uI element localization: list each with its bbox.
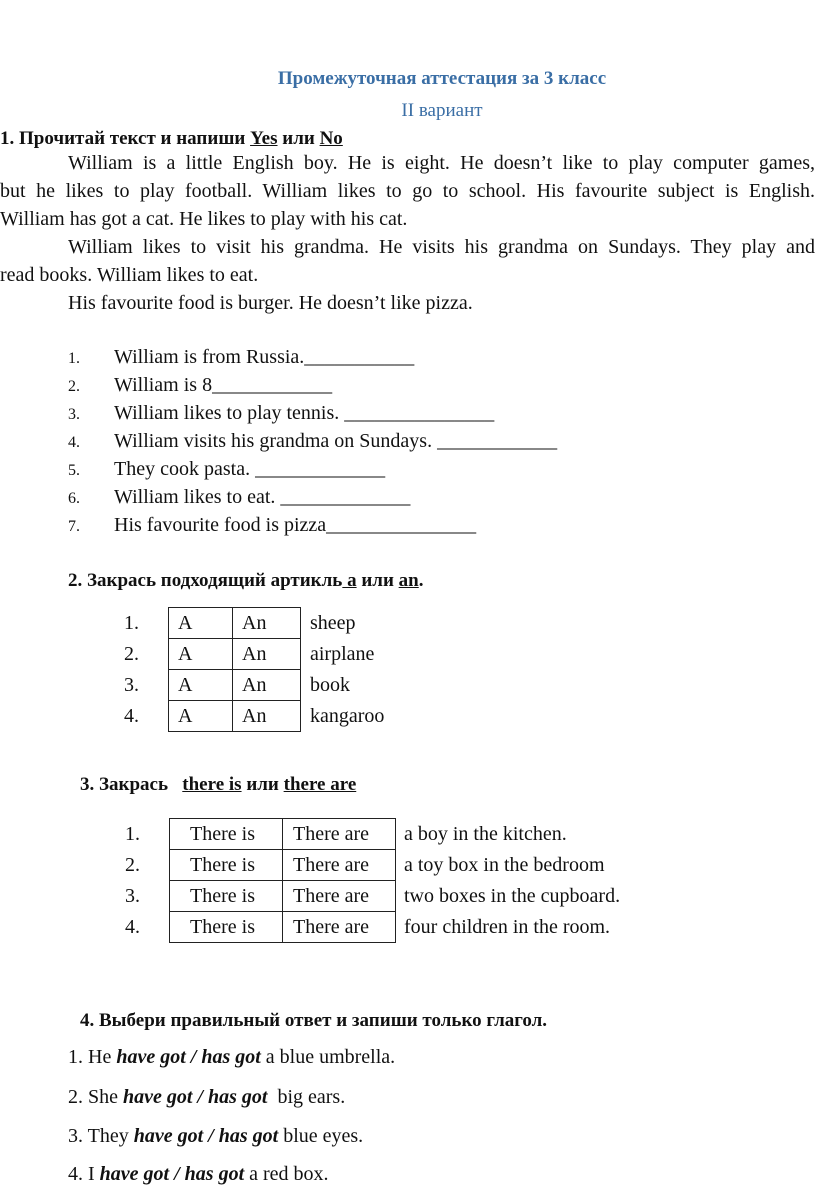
article-table xyxy=(112,607,384,732)
article-a-cell[interactable]: A xyxy=(169,608,233,639)
exercise-line: 2. She have got / has got big ears. xyxy=(68,1086,346,1108)
there-is-cell[interactable]: There is xyxy=(170,819,283,850)
statement: They cook pasta. _____________ xyxy=(114,458,386,480)
item-number: 2. xyxy=(68,378,80,395)
phrase: a toy box in the bedroom xyxy=(404,853,605,876)
row-number: 4. xyxy=(124,704,139,727)
exercise-line: 4. I have got / has got a red box. xyxy=(68,1163,329,1185)
article-an-cell[interactable]: An xyxy=(233,670,301,701)
there-is-cell[interactable]: There is xyxy=(170,881,283,912)
text-line: His favourite food is burger. He doesn’t like pizza. xyxy=(68,292,473,314)
item-number: 5. xyxy=(68,462,80,479)
there-is-cell[interactable]: There is xyxy=(170,912,283,943)
item-number: 7. xyxy=(68,518,80,535)
phrase: four children in the room. xyxy=(404,915,611,938)
noun-word: kangaroo xyxy=(310,704,385,727)
row-number: 2. xyxy=(125,853,140,876)
row-number: 4. xyxy=(125,915,140,938)
variant-label: II вариант xyxy=(401,100,483,121)
table-row xyxy=(112,670,384,701)
text-line: read books. William likes to eat. xyxy=(0,264,259,286)
table-row xyxy=(112,701,384,732)
phrase: a boy in the kitchen. xyxy=(404,822,567,845)
table-row xyxy=(112,819,620,850)
task2-heading: 2. Закрась подходящий артикль a или an. xyxy=(68,570,424,591)
text-line: William is a little English boy. He is eight. He doesn’t like to play computer games, xyxy=(68,152,815,174)
noun-word: book xyxy=(310,673,350,696)
table-row xyxy=(112,639,384,670)
phrase: two boxes in the cupboard. xyxy=(404,884,621,907)
article-an-cell[interactable]: An xyxy=(233,608,301,639)
row-number: 3. xyxy=(124,673,139,696)
article-a-cell[interactable]: A xyxy=(169,639,233,670)
statement: William likes to eat. _____________ xyxy=(114,486,411,508)
there-are-cell[interactable]: There are xyxy=(283,819,396,850)
table-row xyxy=(112,608,384,639)
article-an-cell[interactable]: An xyxy=(233,639,301,670)
there-is-are-table xyxy=(112,818,620,943)
verb-choice: have got / has got xyxy=(116,1046,261,1068)
exercise-line: 1. He have got / has got a blue umbrella. xyxy=(68,1046,396,1068)
table-row xyxy=(112,850,620,881)
statement: William is 8____________ xyxy=(114,374,333,396)
task3-heading: 3. Закрась there is или there are xyxy=(80,774,357,795)
task4-heading: 4. Выбери правильный ответ и запиши только глагол. xyxy=(80,1010,548,1031)
verb-choice: have got / has got xyxy=(99,1163,245,1185)
verb-choice: have got / has got xyxy=(123,1086,268,1108)
item-number: 6. xyxy=(68,490,80,507)
task1-heading: 1. Прочитай текст и напиши Yes или No xyxy=(0,128,343,149)
text-line: but he likes to play football. William likes to go to school. His favourite subject is English. xyxy=(0,180,815,202)
row-number: 3. xyxy=(125,884,140,907)
there-are-cell[interactable]: There are xyxy=(283,912,396,943)
text-line: William likes to visit his grandma. He visits his grandma on Sundays. They play and xyxy=(68,236,815,258)
there-are-cell[interactable]: There are xyxy=(283,850,396,881)
there-are-cell[interactable]: There are xyxy=(283,881,396,912)
text-line: William has got a cat. He likes to play with his cat. xyxy=(0,208,408,230)
item-number: 1. xyxy=(68,350,80,367)
row-number: 2. xyxy=(124,642,139,665)
noun-word: sheep xyxy=(310,611,356,634)
no-word: No xyxy=(319,128,343,149)
page-title: Промежуточная аттестация за 3 класс xyxy=(277,68,607,89)
article-an-cell[interactable]: An xyxy=(233,701,301,732)
statement: William is from Russia.___________ xyxy=(114,346,415,368)
item-number: 3. xyxy=(68,406,80,423)
row-number: 1. xyxy=(125,822,140,845)
exercise-line: 3. They have got / has got blue eyes. xyxy=(68,1125,364,1147)
article-a-cell[interactable]: A xyxy=(169,701,233,732)
statement: His favourite food is pizza_______________ xyxy=(114,514,477,536)
statement: William likes to play tennis. _______________ xyxy=(114,402,495,424)
yes-word: Yes xyxy=(250,128,278,149)
there-is-cell[interactable]: There is xyxy=(170,850,283,881)
noun-word: airplane xyxy=(310,642,375,665)
statement: William visits his grandma on Sundays. ____________ xyxy=(114,430,558,452)
table-row xyxy=(112,912,620,943)
article-a-cell[interactable]: A xyxy=(169,670,233,701)
verb-choice: have got / has got xyxy=(133,1125,279,1147)
row-number: 1. xyxy=(124,611,139,634)
item-number: 4. xyxy=(68,434,80,451)
table-row xyxy=(112,881,620,912)
